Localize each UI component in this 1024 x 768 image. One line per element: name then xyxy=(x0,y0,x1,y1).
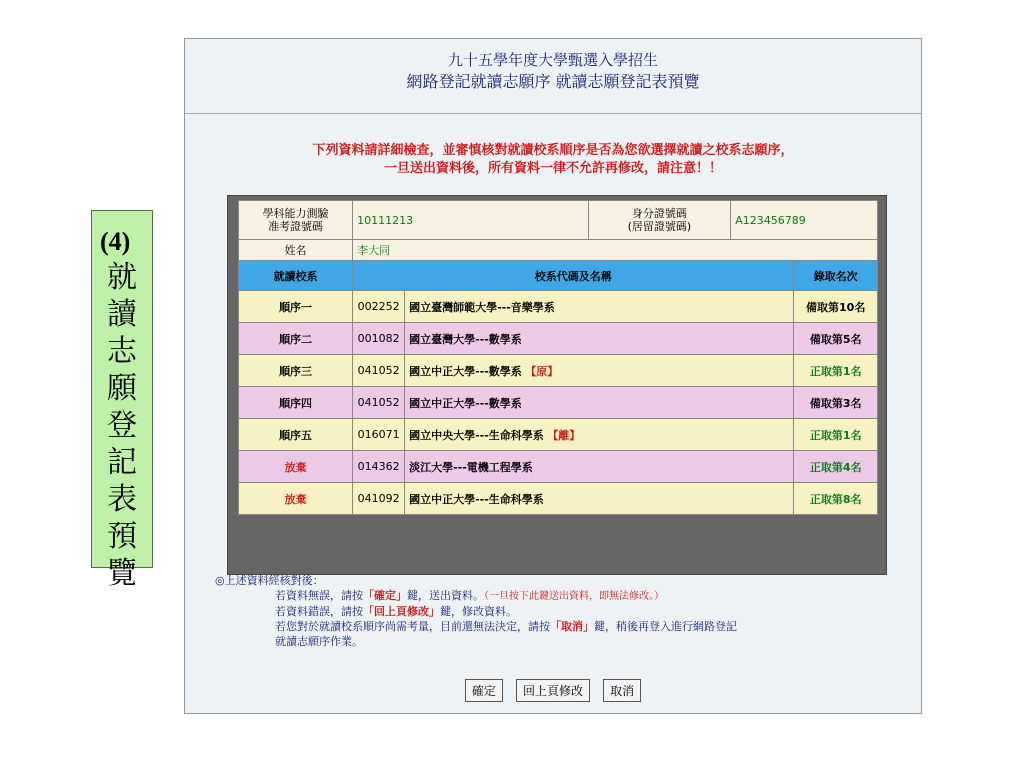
row-dept xyxy=(405,291,794,323)
row-dept-name: 淡江大學---電機工程學系 xyxy=(409,460,533,474)
table-row xyxy=(239,483,878,515)
instruction-line-cancel-cont: 就讀志願序作業。 xyxy=(275,635,363,648)
info-row-exam xyxy=(239,201,878,240)
row-dept-name: 國立中央大學---生命科學系 xyxy=(409,428,544,442)
side-vertical-label xyxy=(91,210,153,591)
side-char: 登 xyxy=(107,408,137,443)
id-no-label-l1: 身分證號碼 xyxy=(631,207,687,220)
side-char: 就 xyxy=(107,260,137,295)
table-row xyxy=(239,451,878,483)
col-header-order: 就讀校系 xyxy=(239,261,353,291)
name-label: 姓名 xyxy=(239,240,353,261)
instruction-line-cancel xyxy=(215,619,905,634)
instr-emph: 「確定」 xyxy=(363,589,407,602)
table-row xyxy=(239,355,878,387)
exam-no-label-l2: 准考證號碼 xyxy=(268,220,324,233)
instr-text: 鍵，修改資料。 xyxy=(440,605,517,618)
row-result: 正取第1名 xyxy=(794,419,878,451)
instr-text: 若資料錯誤，請按 xyxy=(275,605,363,618)
warning-text-line1: 下列資料請詳細檢查，並審慎核對就讀校系順序是否為您欲選擇就讀之校系志願序， xyxy=(312,143,794,158)
instr-text: 若資料無誤，請按 xyxy=(275,589,363,602)
row-code: 002252 xyxy=(353,291,405,323)
preview-panel xyxy=(184,38,922,714)
instructions xyxy=(215,573,905,649)
col-header-result: 錄取名次 xyxy=(794,261,878,291)
exam-no-label-l1: 學科能力測驗 xyxy=(262,207,329,220)
instr-emph: 「取消」 xyxy=(550,620,594,633)
row-code: 016071 xyxy=(353,419,405,451)
page-subtitle: 網路登記就讀志願序 就讀志願登記表預覽 xyxy=(406,72,700,91)
row-code: 001082 xyxy=(353,323,405,355)
row-dept xyxy=(405,419,794,451)
row-dept-name: 國立中正大學---生命科學系 xyxy=(409,492,544,506)
table-row xyxy=(239,323,878,355)
row-dept-name: 國立臺灣大學---數學系 xyxy=(409,332,522,346)
row-code: 041052 xyxy=(353,387,405,419)
side-char: 讀 xyxy=(107,297,137,332)
row-dept-name: 國立中正大學---數學系 xyxy=(409,364,522,378)
table-header-row xyxy=(239,261,878,291)
table-row xyxy=(239,387,878,419)
row-order: 順序三 xyxy=(239,355,353,387)
table-row xyxy=(239,291,878,323)
row-dept-name: 國立臺灣師範大學---音樂學系 xyxy=(409,300,555,314)
row-tag: 【原】 xyxy=(525,364,559,378)
row-order: 順序四 xyxy=(239,387,353,419)
row-code: 041092 xyxy=(353,483,405,515)
row-result: 正取第8名 xyxy=(794,483,878,515)
instr-text: 鍵，稍後再登入進行網路登記 xyxy=(594,620,737,633)
instr-text: 鍵，送出資料。 xyxy=(407,589,484,602)
id-no-value: A123456789 xyxy=(731,201,878,240)
side-label-text xyxy=(102,259,142,592)
back-edit-button[interactable]: 回上頁修改 xyxy=(516,679,590,702)
info-row-name xyxy=(239,240,878,261)
row-result: 備取第5名 xyxy=(794,323,878,355)
row-result: 備取第3名 xyxy=(794,387,878,419)
side-char: 願 xyxy=(107,371,137,406)
row-dept xyxy=(405,451,794,483)
name-value: 李大同 xyxy=(353,240,878,261)
row-dept-name: 國立中正大學---數學系 xyxy=(409,396,522,410)
row-result: 正取第4名 xyxy=(794,451,878,483)
row-code: 014362 xyxy=(353,451,405,483)
row-order: 順序一 xyxy=(239,291,353,323)
row-dept xyxy=(405,323,794,355)
row-dept xyxy=(405,355,794,387)
preference-table-frame xyxy=(227,195,887,575)
side-char: 覽 xyxy=(107,556,137,591)
side-char: 表 xyxy=(107,482,137,517)
side-char: 志 xyxy=(107,334,137,369)
side-char: 預 xyxy=(107,519,137,554)
page-header xyxy=(185,39,921,114)
row-dept xyxy=(405,483,794,515)
cancel-button[interactable]: 取消 xyxy=(603,679,641,702)
instr-small: （一旦按下此鍵送出資料，即無法修改。） xyxy=(484,591,664,602)
exam-no-label xyxy=(239,201,353,240)
preference-table xyxy=(238,200,878,515)
page-title: 九十五學年度大學甄選入學招生 xyxy=(447,51,658,69)
instr-text: 若您對於就讀校系順序尚需考量，目前還無法決定，請按 xyxy=(275,620,550,633)
row-result: 備取第10名 xyxy=(794,291,878,323)
exam-no-value: 10111213 xyxy=(353,201,588,240)
row-tag: 【離】 xyxy=(547,428,581,442)
instructions-title: ◎上述資料經核對後： xyxy=(215,574,324,587)
side-char: 記 xyxy=(107,445,137,480)
row-dept xyxy=(405,387,794,419)
row-order: 放棄 xyxy=(239,451,353,483)
id-no-label-l2: (居留證號碼) xyxy=(627,220,692,233)
side-label-number: (4) xyxy=(100,227,131,256)
row-order: 順序五 xyxy=(239,419,353,451)
row-result: 正取第1名 xyxy=(794,355,878,387)
row-order: 放棄 xyxy=(239,483,353,515)
row-order: 順序二 xyxy=(239,323,353,355)
id-no-label xyxy=(588,201,731,240)
col-header-dept: 校系代碼及名稱 xyxy=(353,261,794,291)
confirm-button[interactable]: 確定 xyxy=(465,679,503,702)
button-bar xyxy=(185,679,921,702)
warning-text-line2: 一旦送出資料後，所有資料一律不允許再修改，請注意！！ xyxy=(383,161,722,176)
instruction-line-confirm xyxy=(215,588,905,604)
row-code: 041052 xyxy=(353,355,405,387)
table-row xyxy=(239,419,878,451)
instr-emph: 「回上頁修改」 xyxy=(363,605,440,618)
instruction-line-back xyxy=(215,604,905,619)
